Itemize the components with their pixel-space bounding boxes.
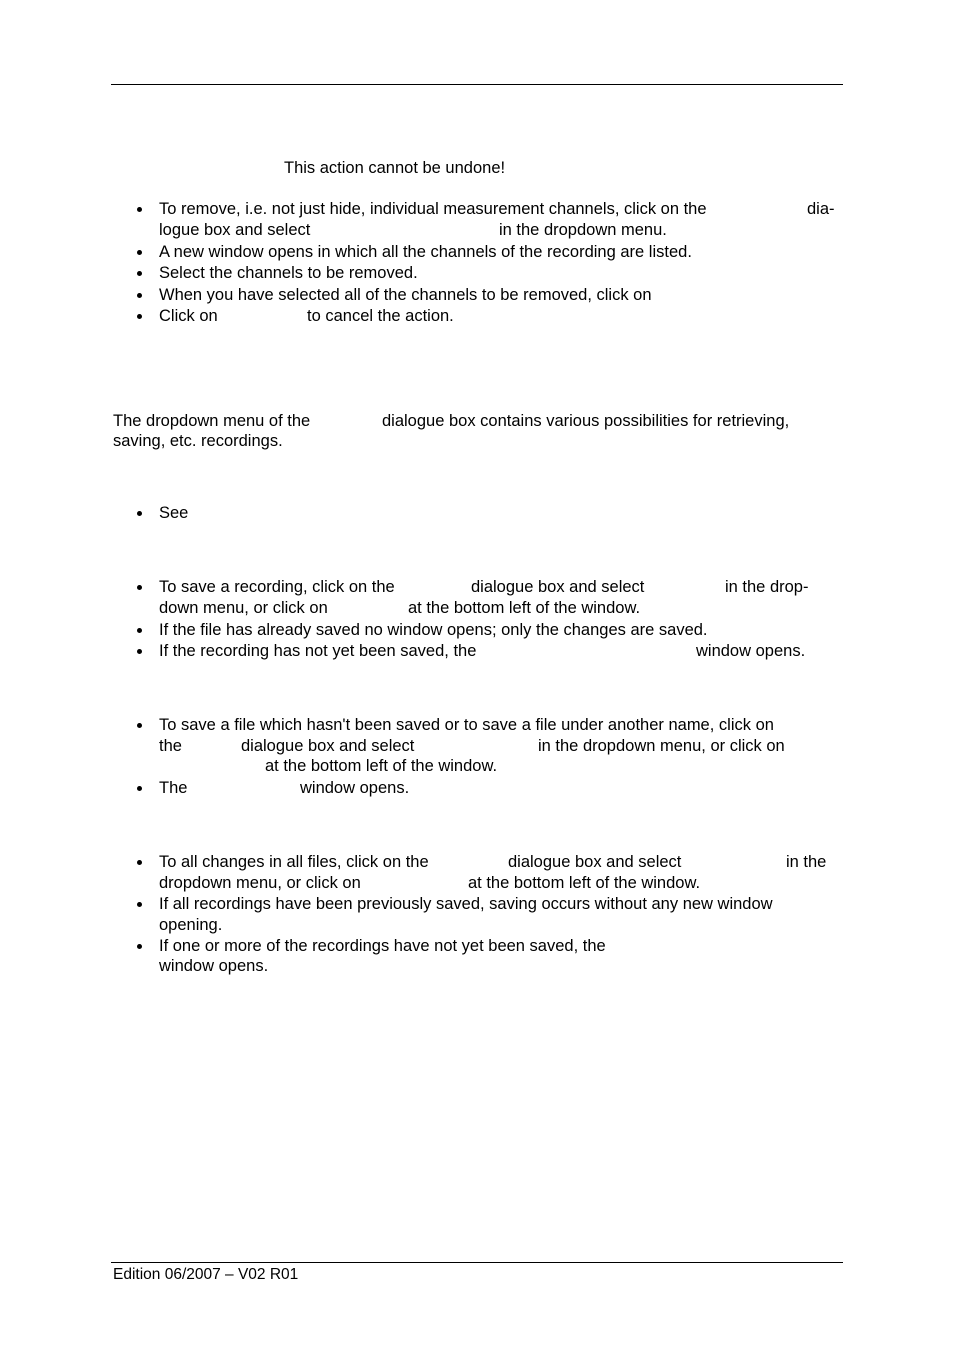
save-all-bullet-1-line-1-mid: dialogue box and select xyxy=(508,853,682,871)
bullet xyxy=(137,860,142,865)
bullet xyxy=(137,628,142,633)
remove-bullet-3: Select the channels to be removed. xyxy=(159,264,418,282)
bullet xyxy=(137,585,142,590)
bullet xyxy=(137,902,142,907)
bullet xyxy=(137,786,142,791)
remove-bullet-4: When you have selected all of the channels to be removed, click on xyxy=(159,286,652,304)
bullet xyxy=(137,207,142,212)
save-all-bullet-2-line-2: opening. xyxy=(159,916,223,934)
save-all-bullet-1-line-2: dropdown menu, or click on xyxy=(159,874,361,892)
bullet xyxy=(137,314,142,319)
bullet xyxy=(137,649,142,654)
remove-bullet-1-line-2: logue box and select xyxy=(159,221,311,239)
save-as-bullet-1-line-2-end: in the dropdown menu, or click on xyxy=(538,737,785,755)
save-bullet-2: If the file has already saved no window opens; only the changes are saved. xyxy=(159,621,708,639)
bullet xyxy=(137,271,142,276)
remove-bullet-5: Click on xyxy=(159,307,218,325)
footer-edition: Edition 06/2007 – V02 R01 xyxy=(113,1266,299,1283)
bullet xyxy=(137,293,142,298)
bullet xyxy=(137,723,142,728)
file-intro-line-2: saving, etc. recordings. xyxy=(113,432,283,450)
save-all-bullet-1-line-1: To all changes in all files, click on the xyxy=(159,853,429,871)
save-all-bullet-3-line-1: If one or more of the recordings have not yet been saved, the xyxy=(159,937,606,955)
bullet xyxy=(137,250,142,255)
file-intro-line-1-end: dialogue box contains various possibilities for retrieving, xyxy=(382,412,790,430)
save-as-bullet-2: The xyxy=(159,779,188,797)
remove-bullet-5-end: to cancel the action. xyxy=(307,307,454,325)
save-bullet-1-line-1: To save a recording, click on the xyxy=(159,578,395,596)
save-bullet-1-line-1-end: in the drop- xyxy=(725,578,809,596)
save-as-bullet-1-line-1: To save a file which hasn't been saved or to save a file under another name, click on xyxy=(159,716,774,734)
save-as-bullet-1-line-2-mid: dialogue box and select xyxy=(241,737,415,755)
save-as-bullet-1-line-3: at the bottom left of the window. xyxy=(265,757,498,775)
footer-rule xyxy=(111,1262,843,1263)
bullet xyxy=(137,944,142,949)
save-all-bullet-1-line-2-end: at the bottom left of the window. xyxy=(468,874,701,892)
header-rule xyxy=(111,84,843,85)
remove-bullet-1-line-1-end: dia- xyxy=(807,200,835,218)
save-all-bullet-2-line-1: If all recordings have been previously saved, saving occurs without any new window xyxy=(159,895,773,913)
remove-bullet-2: A new window opens in which all the channels of the recording are listed. xyxy=(159,243,692,261)
save-all-bullet-3-line-2: window opens. xyxy=(159,957,269,975)
remove-bullet-1-line-1: To remove, i.e. not just hide, individual measurement channels, click on the xyxy=(159,200,707,218)
save-bullet-1-line-2-end: at the bottom left of the window. xyxy=(408,599,641,617)
save-bullet-3-end: window opens. xyxy=(696,642,806,660)
open-bullet-1: See xyxy=(159,504,189,522)
warning-text: This action cannot be undone! xyxy=(284,159,506,177)
save-all-bullet-1-line-1-end: in the xyxy=(786,853,827,871)
save-bullet-1-line-2: down menu, or click on xyxy=(159,599,328,617)
save-bullet-3: If the recording has not yet been saved, the xyxy=(159,642,477,660)
save-as-bullet-1-line-2: the xyxy=(159,737,182,755)
save-bullet-1-line-1-mid: dialogue box and select xyxy=(471,578,645,596)
file-intro-line-1: The dropdown menu of the xyxy=(113,412,311,430)
bullet xyxy=(137,511,142,516)
remove-bullet-1-line-2-end: in the dropdown menu. xyxy=(499,221,667,239)
save-as-bullet-2-end: window opens. xyxy=(300,779,410,797)
